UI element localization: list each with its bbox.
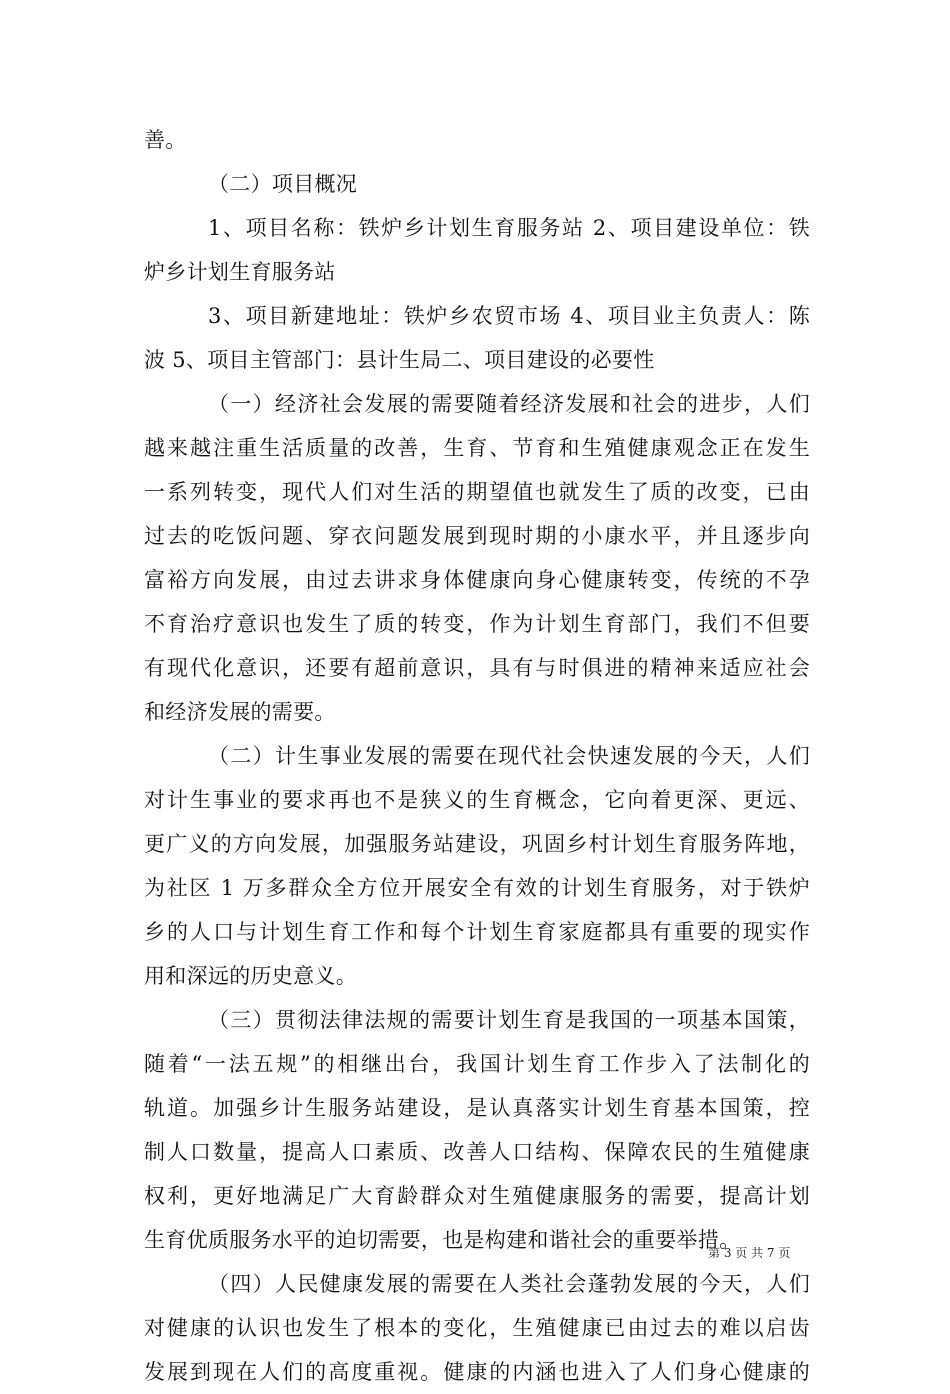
text-line: 3、项目新建地址：铁炉乡农贸市场 4、项目业主负责人：陈 <box>208 304 810 328</box>
text-line: 生育优质服务水平的迫切需要，也是构建和谐社会的重要举措。 <box>144 1228 741 1252</box>
text-line: 更广义的方向发展，加强服务站建设，巩固乡村计划生育服务阵地， <box>144 832 810 856</box>
text-line: 1、项目名称：铁炉乡计划生育服务站 2、项目建设单位：铁 <box>208 216 810 240</box>
text-line: 用和深远的历史意义。 <box>144 964 357 988</box>
text-line: 过去的吃饭问题、穿衣问题发展到现时期的小康水平，并且逐步向 <box>144 524 810 548</box>
text-line: 和经济发展的需要。 <box>144 700 336 724</box>
text-line: 富裕方向发展，由过去讲求身体健康向身心健康转变，传统的不孕 <box>144 568 810 592</box>
text-line: 善。 <box>144 128 187 152</box>
text-line: 制人口数量，提高人口素质、改善人口结构、保障农民的生殖健康 <box>144 1140 810 1164</box>
text-line: 乡的人口与计划生育工作和每个计划生育家庭都具有重要的现实作 <box>144 920 810 944</box>
text-line: 为社区 1 万多群众全方位开展安全有效的计划生育服务，对于铁炉 <box>144 876 810 900</box>
text-line: （四）人民健康发展的需要在人类社会蓬勃发展的今天，人们 <box>208 1272 810 1296</box>
text-line: 不育治疗意识也发生了质的转变，作为计划生育部门，我们不但要 <box>144 612 810 636</box>
text-line: （二）计生事业发展的需要在现代社会快速发展的今天，人们 <box>208 744 810 768</box>
text-line: 权利，更好地满足广大育龄群众对生殖健康服务的需要，提高计划 <box>144 1184 810 1208</box>
section-heading: （二）项目概况 <box>208 172 358 196</box>
text-line: 对计生事业的要求再也不是狭义的生育概念，它向着更深、更远、 <box>144 788 810 812</box>
text-line: （一）经济社会发展的需要随着经济发展和社会的进步，人们 <box>208 392 810 416</box>
text-line: （三）贯彻法律法规的需要计划生育是我国的一项基本国策， <box>208 1008 810 1032</box>
text-line: 对健康的认识也发生了根本的变化，生殖健康已由过去的难以启齿 <box>144 1316 810 1340</box>
page-number: 第 3 页 共 7 页 <box>708 1246 791 1260</box>
text-line: 随着“一法五规”的相继出台，我国计划生育工作步入了法制化的 <box>144 1052 810 1076</box>
text-line: 越来越注重生活质量的改善，生育、节育和生殖健康观念正在发生 <box>144 436 810 460</box>
document-body <box>144 118 810 1394</box>
text-line: 有现代化意识，还要有超前意识，具有与时俱进的精神来适应社会 <box>144 656 810 680</box>
text-line: 轨道。加强乡计生服务站建设，是认真落实计划生育基本国策，控 <box>144 1096 810 1120</box>
text-line: 波 5、项目主管部门：县计生局二、项目建设的必要性 <box>144 348 655 372</box>
text-line: 发展到现在人们的高度重视。健康的内涵也进入了人们身心健康的 <box>144 1360 810 1384</box>
text-line: 炉乡计划生育服务站 <box>144 260 336 284</box>
text-line: 一系列转变，现代人们对生活的期望值也就发生了质的改变，已由 <box>144 480 810 504</box>
